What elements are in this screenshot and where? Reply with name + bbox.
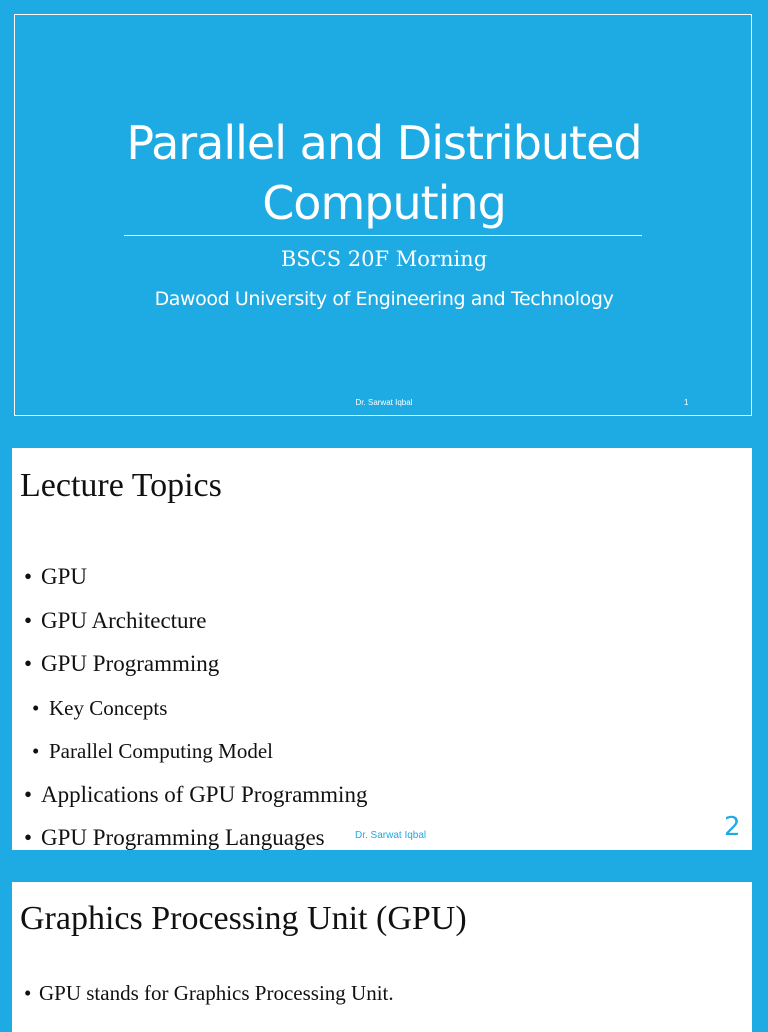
definition-list [24,978,394,1008]
list-item-text: Key Concepts [49,695,168,720]
title-slide [0,0,768,432]
list-item [24,649,367,693]
title-line-1: Parallel and Distributed [126,116,642,170]
bullet-icon: • [24,607,33,633]
lecture-topics-slide [0,432,768,866]
list-item [24,736,367,780]
bullet-icon: • [24,651,33,676]
slide-page-number: 2 [724,812,741,842]
list-item [24,780,367,824]
bullet-icon: • [24,781,33,807]
slide-footer: Dr. Sarwat Iqbal [355,830,427,841]
course-subtitle: BSCS 20F Morning [280,247,488,271]
title-divider [124,235,642,236]
list-item [24,823,367,867]
content-panel [12,448,752,850]
list-item-text: GPU [41,564,88,589]
slide-page-number: 1 [684,398,689,407]
title-line-2: Computing [262,176,506,230]
slide-heading: Lecture Topics [20,467,222,504]
list-item [24,562,367,606]
list-item-text: GPU Programming Languages [41,825,325,850]
slide-footer: Dr. Sarwat Iqbal [355,398,413,407]
institution-name: Dawood University of Engineering and Technology [154,288,614,310]
slide-title [0,113,768,233]
slide-heading: Graphics Processing Unit (GPU) [20,900,467,937]
list-item [24,693,367,737]
bullet-icon: • [24,564,33,589]
bullet-icon: • [32,695,40,720]
list-item-text: Applications of GPU Programming [41,781,368,807]
list-item-text: Parallel Computing Model [49,739,273,763]
list-item [24,978,394,1008]
bullet-icon: • [24,981,32,1005]
list-item-text: GPU Architecture [41,607,207,633]
topic-list [24,562,367,867]
list-item-text: GPU stands for Graphics Processing Unit. [39,981,394,1005]
bullet-icon: • [24,825,33,850]
bullet-icon: • [32,739,40,763]
content-panel [12,882,752,1032]
list-item [24,606,367,650]
gpu-intro-slide [0,866,768,1024]
list-item-text: GPU Programming [41,651,220,676]
